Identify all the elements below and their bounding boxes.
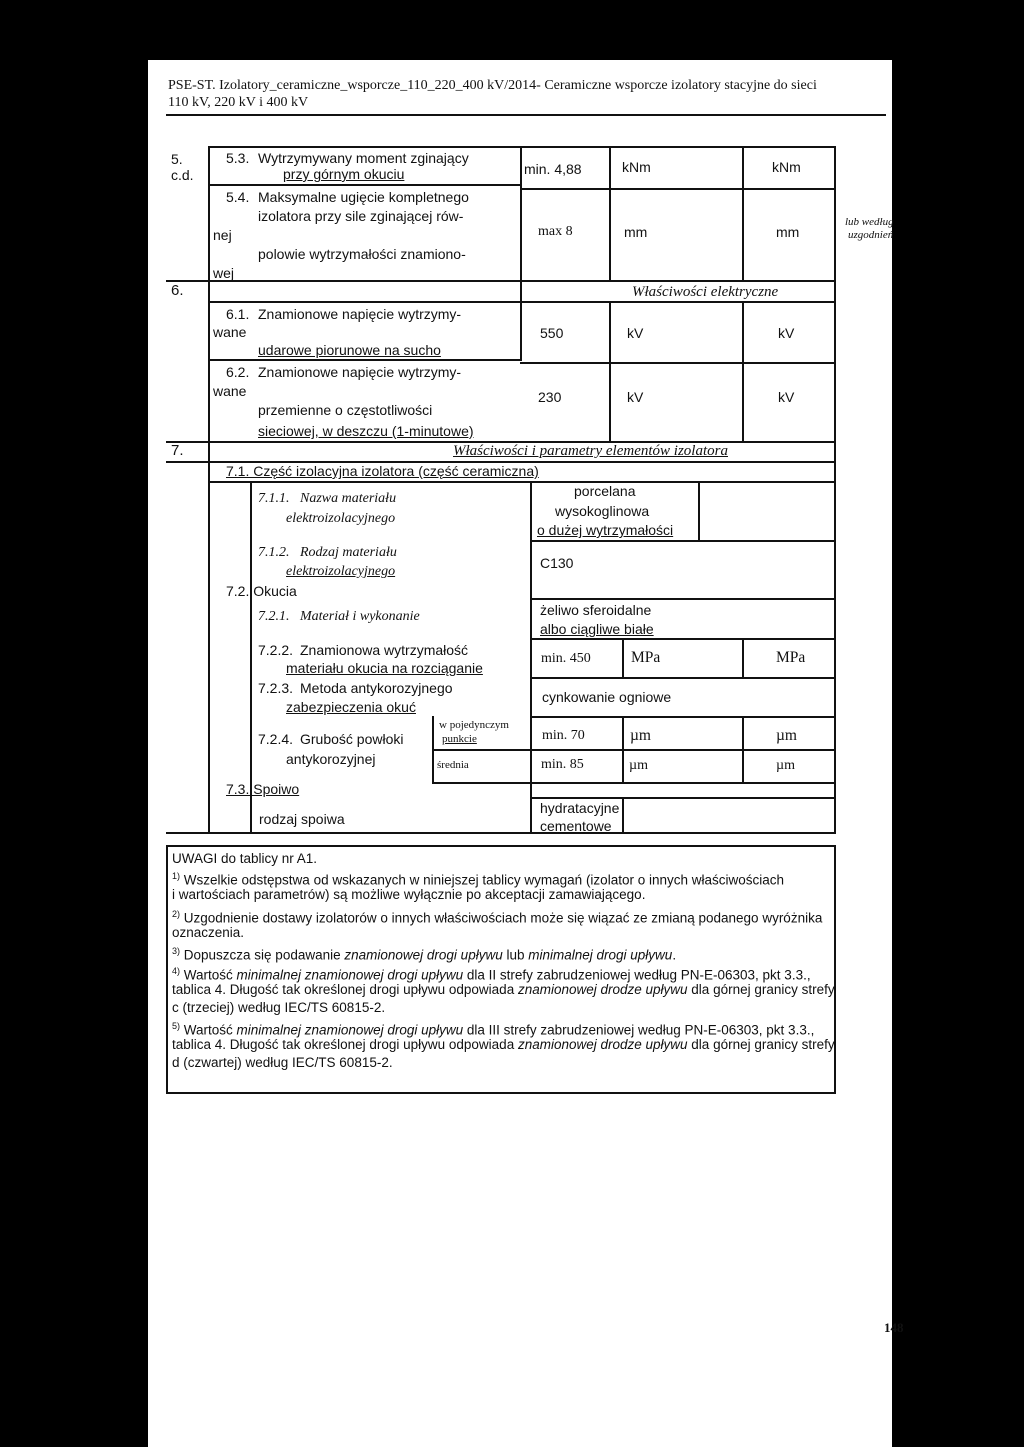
item-name: Znamionowa wytrzymałość bbox=[300, 642, 469, 658]
note-2: oznaczenia. bbox=[172, 925, 245, 940]
item-number: 5.3. bbox=[226, 150, 250, 166]
remark: uzgodnień bbox=[848, 229, 894, 241]
required-value: 550 bbox=[540, 325, 564, 341]
unit: kV bbox=[778, 325, 795, 341]
continuation-label: c.d. bbox=[171, 167, 194, 183]
item-name: wane bbox=[213, 383, 247, 399]
item-name: udarowe piorunowe na sucho bbox=[258, 342, 441, 358]
sub-item-name: w pojedynczym bbox=[439, 719, 509, 731]
subsection-title: 7.3. Spoiwo bbox=[226, 781, 300, 797]
unit: mm bbox=[776, 224, 800, 240]
item-name: polowie wytrzymałości znamiono- bbox=[258, 246, 466, 262]
sub-item-name: średnia bbox=[437, 759, 469, 771]
item-name: materiału okucia na rozciąganie bbox=[286, 660, 483, 676]
note-2: $^{2)}$ Uzgodnienie dostawy izolatorów o innych właściwościach może się wiązać ze zmianą podanego wyróżnika bbox=[172, 909, 823, 926]
remark: lub według bbox=[845, 216, 894, 228]
unit: kV bbox=[778, 389, 795, 405]
item-number: 6.2. bbox=[226, 364, 250, 380]
value: porcelana bbox=[574, 483, 636, 499]
section-number: 7. bbox=[171, 442, 184, 459]
sub-item-name: punkcie bbox=[442, 733, 477, 745]
running-header-line1: PSE-ST. Izolatory_ceramiczne_wsporcze_110_220_400 kV/2014- Ceramiczne wsporcze izolatory stacyjne do sieci bbox=[168, 78, 817, 93]
item-name: nej bbox=[213, 227, 232, 243]
item-name: Metoda antykorozyjnego bbox=[300, 680, 453, 696]
notes-title: UWAGI do tablicy nr A1. bbox=[172, 851, 318, 866]
running-header-line2: 110 kV, 220 kV i 400 kV bbox=[168, 95, 309, 110]
item-number: 7.2.2. bbox=[258, 642, 294, 658]
subsection-title: 7.2. Okucia bbox=[226, 583, 297, 599]
note-1: $^{1)}$ Wszelkie odstępstwa od wskazanych w niniejszej tablicy wymagań (izolator o innych właściwościach bbox=[172, 871, 785, 888]
note-1: i wartościach parametrów) są możliwe wyłącznie po akceptacji zamawiającego. bbox=[172, 887, 646, 902]
section-number: 5. bbox=[171, 151, 183, 167]
required-value: min. 85 bbox=[541, 757, 584, 772]
section-title: Właściwości elektryczne bbox=[632, 284, 779, 300]
item-name: przy górnym okuciu bbox=[283, 166, 405, 182]
required-value: min. 70 bbox=[542, 728, 585, 743]
item-name: Nazwa materiału bbox=[300, 491, 397, 506]
value: hydratacyjne bbox=[540, 800, 620, 816]
unit: MPa bbox=[776, 649, 806, 666]
item-number: 7.2.4. bbox=[258, 731, 294, 747]
note-5: $^{5)}$ Wartość minimalnej znamionowej drogi upływu dla III strefy zabrudzeniowej według PN-E-06303, pkt 3.3., bbox=[172, 1021, 815, 1038]
unit: MPa bbox=[631, 649, 661, 666]
section-number: 6. bbox=[171, 282, 184, 299]
item-name: Grubość powłoki bbox=[300, 731, 404, 747]
unit: µm bbox=[630, 727, 651, 744]
note-4: c (trzeciej) według IEC/TS 60815-2. bbox=[172, 1000, 386, 1015]
note-4: tablica 4. Długość tak określonej drogi upływu odpowiada znamionowej drodze upływu dla górnej granicy strefy bbox=[172, 982, 835, 997]
value: cynkowanie ogniowe bbox=[542, 689, 672, 705]
item-name: antykorozyjnej bbox=[286, 751, 376, 767]
value: żeliwo sferoidalne bbox=[540, 602, 652, 618]
required-value: min. 4,88 bbox=[524, 161, 582, 177]
item-name: Znamionowe napięcie wytrzymy- bbox=[258, 306, 462, 322]
item-name: Materiał i wykonanie bbox=[300, 609, 420, 624]
item-name: wane bbox=[213, 324, 247, 340]
value: cementowe bbox=[540, 818, 612, 834]
unit: µm bbox=[776, 727, 797, 744]
item-number: 7.1.2. bbox=[258, 545, 290, 560]
required-value: min. 450 bbox=[541, 651, 591, 666]
value: wysokoglinowa bbox=[555, 503, 650, 519]
unit: µm bbox=[776, 758, 795, 773]
page-number: 148 bbox=[884, 1320, 904, 1335]
unit: kV bbox=[627, 325, 644, 341]
item-name: przemienne o częstotliwości bbox=[258, 402, 433, 418]
item-number: 7.2.3. bbox=[258, 680, 294, 696]
section-title: Właściwości i parametry elementów izolatora bbox=[453, 443, 728, 459]
item-number: 5.4. bbox=[226, 189, 250, 205]
header-rule bbox=[166, 114, 886, 116]
unit: kNm bbox=[622, 159, 651, 175]
note-5: d (czwartej) według IEC/TS 60815-2. bbox=[172, 1055, 393, 1070]
item-name: Wytrzymywany moment zginający bbox=[258, 150, 469, 166]
item-name: Maksymalne ugięcie kompletnego bbox=[258, 189, 469, 205]
item-number: 7.2.1. bbox=[258, 609, 290, 624]
item-name: Rodzaj materiału bbox=[300, 545, 397, 560]
item-name: elektroizolacyjnego bbox=[286, 564, 396, 579]
note-4: $^{4)}$ Wartość minimalnej znamionowej drogi upływu dla II strefy zabrudzeniowej według PN-E-06303, pkt 3.3., bbox=[172, 966, 811, 983]
unit: mm bbox=[624, 224, 648, 240]
item-number: 7.1.1. bbox=[258, 491, 290, 506]
value: C130 bbox=[540, 555, 574, 571]
required-value: 230 bbox=[538, 389, 562, 405]
item-name: rodzaj spoiwa bbox=[259, 811, 345, 827]
value: albo ciągliwe białe bbox=[540, 621, 654, 637]
unit: µm bbox=[629, 758, 648, 773]
required-value: max 8 bbox=[538, 224, 573, 239]
subsection-title: 7.1. Część izolacyjna izolatora (część ceramiczna) bbox=[226, 463, 539, 479]
item-name: wej bbox=[213, 265, 235, 281]
note-5: tablica 4. Długość tak określonej drogi upływu odpowiada znamionowej drodze upływu dla górnej granicy strefy bbox=[172, 1037, 835, 1052]
note-3: $^{3)}$ Dopuszcza się podawanie znamionowej drogi upływu lub minimalnej drogi upływu. bbox=[172, 946, 677, 963]
item-name: sieciowej, w deszczu (1-minutowe) bbox=[258, 423, 474, 439]
item-name: elektroizolacyjnego bbox=[286, 511, 396, 526]
item-name: izolatora przy sile zginającej rów- bbox=[258, 208, 464, 224]
item-name: zabezpieczenia okuć bbox=[286, 699, 416, 715]
item-number: 6.1. bbox=[226, 306, 250, 322]
unit: kV bbox=[627, 389, 644, 405]
item-name: Znamionowe napięcie wytrzymy- bbox=[258, 364, 462, 380]
unit: kNm bbox=[772, 159, 801, 175]
value: o dużej wytrzymałości bbox=[537, 522, 674, 538]
